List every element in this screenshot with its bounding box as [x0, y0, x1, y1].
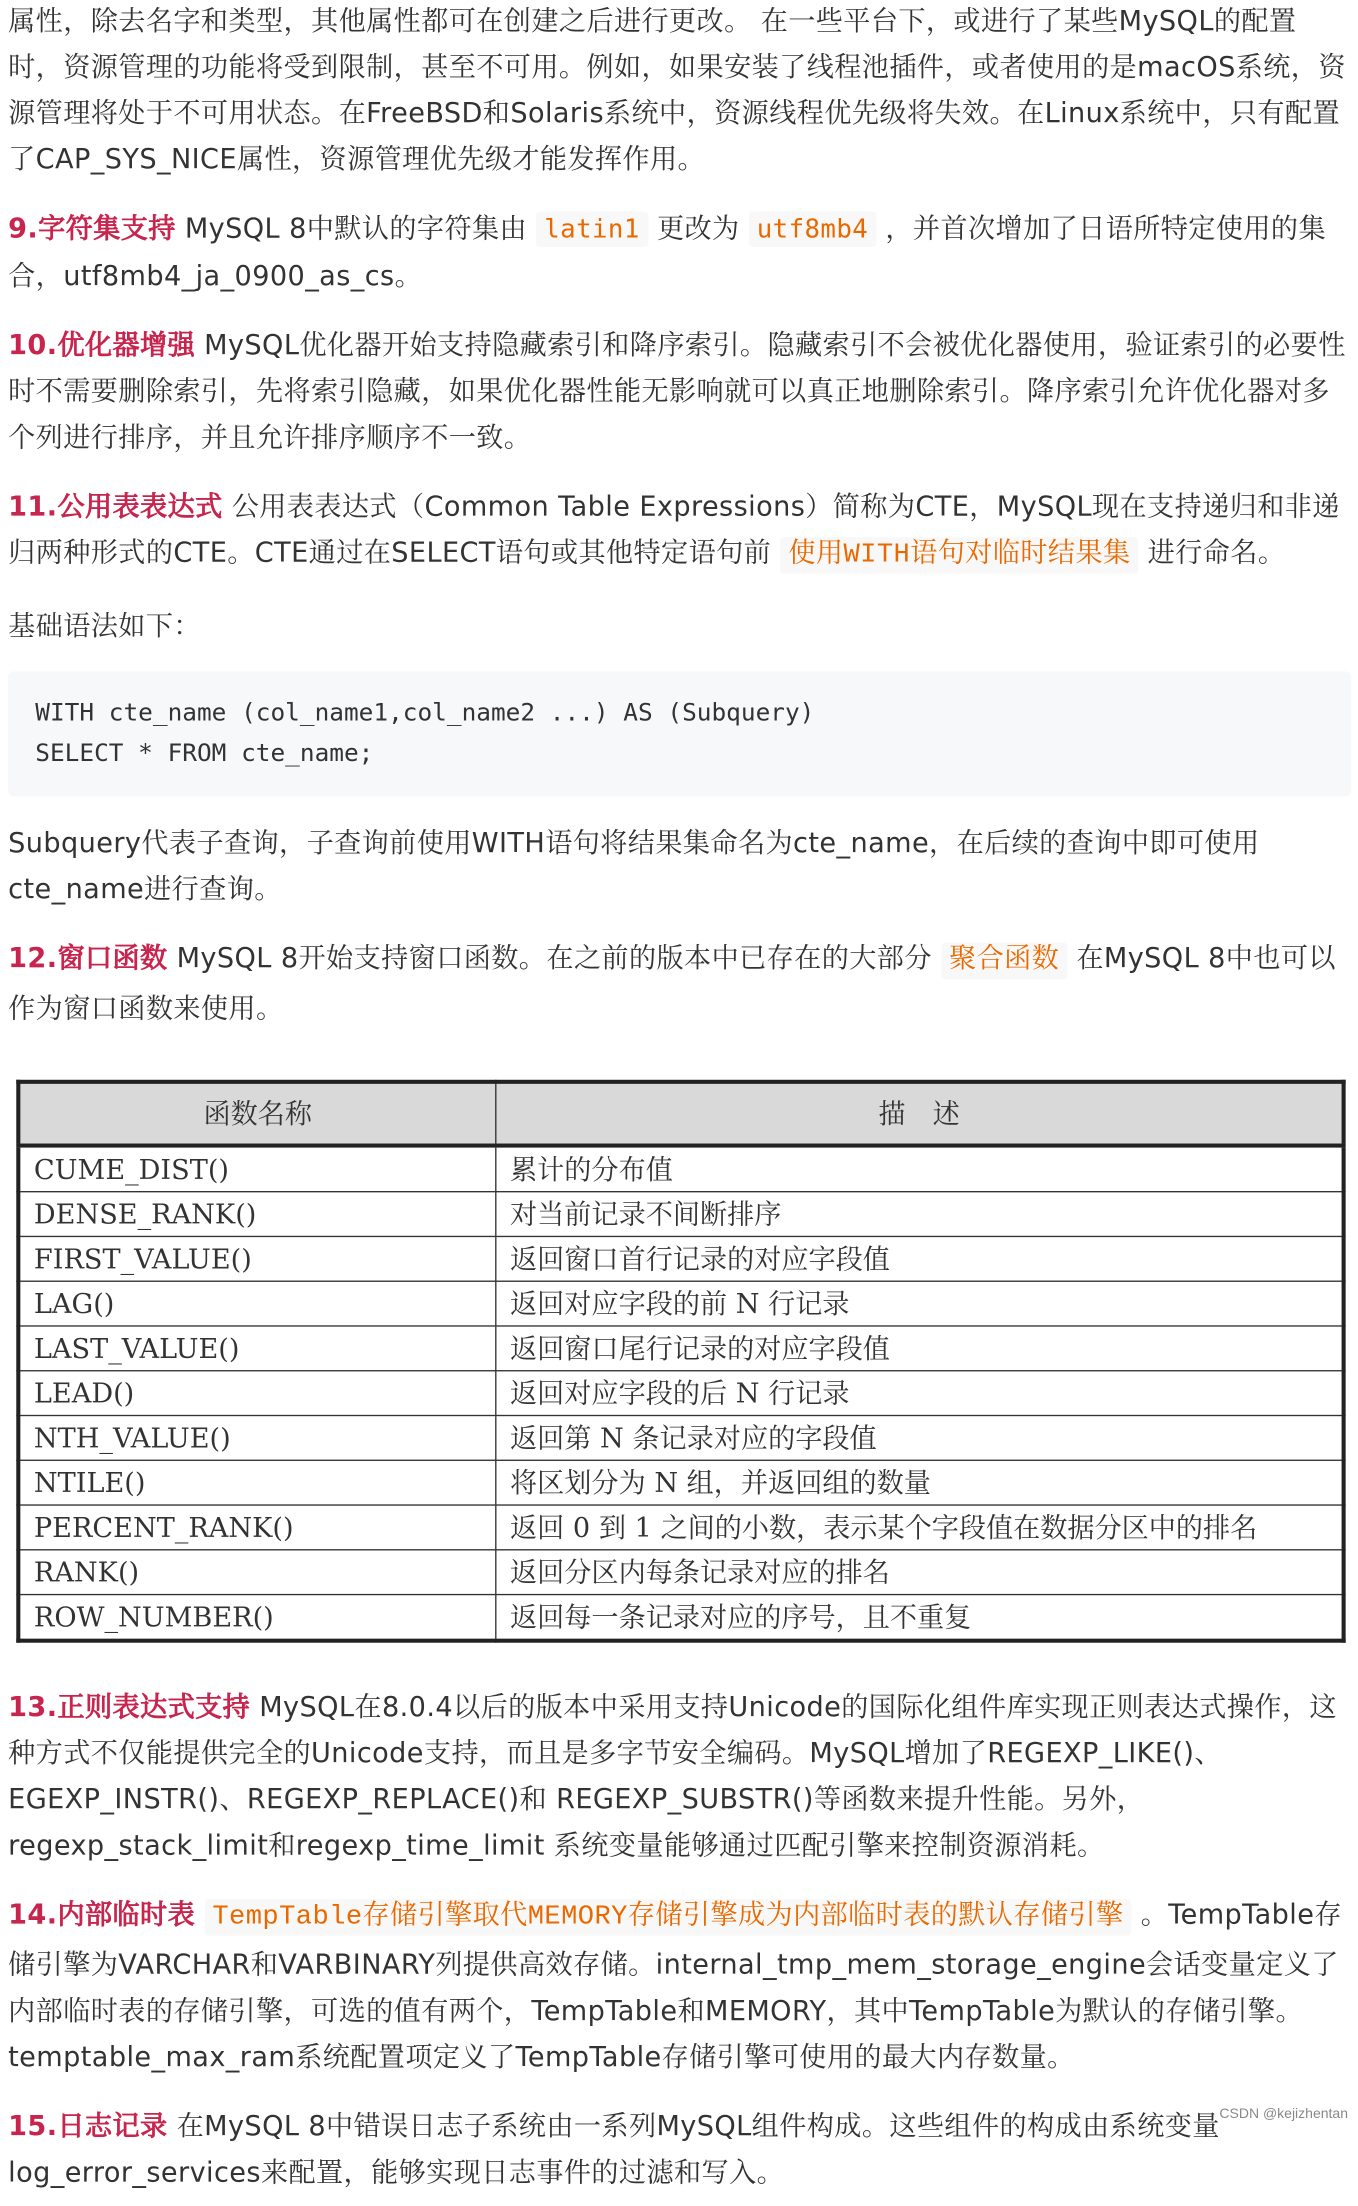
section-11-text-b: 进行命名。 — [1138, 535, 1286, 569]
table-row — [18, 1416, 1343, 1461]
table-row — [18, 1236, 1343, 1281]
function-name-cell: DENSE_RANK() — [18, 1192, 495, 1237]
section-14 — [8, 1891, 1351, 2080]
section-11-number: 11. — [8, 489, 58, 523]
section-15-number: 15. — [8, 2109, 58, 2142]
inline-code-aggregate: 聚合函数 — [941, 943, 1067, 980]
section-12 — [8, 935, 1351, 1031]
section-9-text-b: 更改为 — [647, 211, 749, 245]
table-row — [18, 1371, 1343, 1416]
table-row — [18, 1595, 1343, 1641]
section-10-title: 优化器增强 — [57, 328, 196, 361]
watermark: CSDN @kejizhentan — [1219, 2105, 1348, 2121]
function-desc-cell: 返回 0 到 1 之间的小数，表示某个字段值在数据分区中的排名 — [496, 1505, 1344, 1550]
function-desc-cell: 返回第 N 条记录对应的字段值 — [496, 1416, 1344, 1461]
function-desc-cell: 累计的分布值 — [496, 1146, 1344, 1192]
inline-code-latin1: latin1 — [536, 212, 648, 247]
function-desc-cell: 返回每一条记录对应的序号，且不重复 — [496, 1595, 1344, 1641]
table-header-name: 函数名称 — [18, 1082, 495, 1146]
inline-code-with-clause: 使用WITH语句对临时结果集 — [780, 537, 1138, 574]
section-14-title: 内部临时表 — [57, 1897, 196, 1931]
function-name-cell: LEAD() — [18, 1371, 495, 1416]
inline-code-utf8mb4: utf8mb4 — [749, 212, 877, 247]
function-name-cell: FIRST_VALUE() — [18, 1236, 495, 1281]
function-name-cell: LAST_VALUE() — [18, 1326, 495, 1371]
function-desc-cell: 返回窗口首行记录的对应字段值 — [496, 1236, 1344, 1281]
function-name-cell: RANK() — [18, 1550, 495, 1595]
table-body — [18, 1146, 1343, 1641]
table-header-row — [18, 1082, 1343, 1146]
table-header-desc: 描 述 — [496, 1082, 1344, 1146]
intro-paragraph: 属性，除去名字和类型，其他属性都可在创建之后进行更改。 在一些平台下，或进行了某些MySQL的配置时，资源管理的功能将受到限制，甚至不可用。例如，如果安装了线程池插件，或者使用的是macOS系统，资源管理将处于不可用状态。在FreeBSD和Solaris系统中，资源线程优先级将失效。在Linux系统中，只有配置了CAP_SYS_NICE属性，资源管理优先级才能发挥作用。 — [8, 4, 1346, 175]
table-row — [18, 1281, 1343, 1326]
section-9-text-a: MySQL 8中默认的字符集由 — [175, 211, 537, 245]
table-row — [18, 1326, 1343, 1371]
code-block[interactable]: WITH cte_name (col_name1,col_name2 ...) AS (Subquery) SELECT * FROM cte_name; — [8, 671, 1351, 796]
section-12-text-b: 在MySQL 8中也可以作为窗口函数来使用。 — [8, 941, 1336, 1025]
function-name-cell: ROW_NUMBER() — [18, 1595, 495, 1641]
function-desc-cell: 返回窗口尾行记录的对应字段值 — [496, 1326, 1344, 1371]
section-11-title: 公用表表达式 — [57, 489, 223, 523]
function-name-cell: NTILE() — [18, 1460, 495, 1505]
table-row — [18, 1550, 1343, 1595]
section-14-text: 。TempTable存储引擎为VARCHAR和VARBINARY列提供高效存储。internal_tmp_mem_storage_engine会话变量定义了内部临时表的存储引擎，可选的值有两个，TempTable和MEMORY，其中TempTable为默认的存储引擎。temptable_max_ram系统配置项定义了TempTable存储引擎可使用的最大内存数量。 — [8, 1897, 1342, 2073]
window-functions-table-image — [16, 1080, 1345, 1643]
section-13-text: MySQL在8.0.4以后的版本中采用支持Unicode的国际化组件库实现正则表达式操作，这种方式不仅能提供完全的Unicode支持，而且是多字节安全编码。MySQL增加了REGEXP_LIKE()、EGEXP_INSTR()、REGEXP_REPLACE()和 REGEXP_SUBSTR()等函数来提升性能。另外，regexp_stack_limit和regexp_time_limit 系统变量能够通过匹配引擎来控制资源消耗。 — [8, 1690, 1337, 1862]
function-desc-cell: 返回分区内每条记录对应的排名 — [496, 1550, 1344, 1595]
function-desc-cell: 返回对应字段的前 N 行记录 — [496, 1281, 1344, 1326]
section-13 — [8, 1683, 1351, 1867]
table-row — [18, 1146, 1343, 1192]
section-9-text-c: ，并首次增加了日语所特定使用的集合，utf8mb4_ja_0900_as_cs。 — [8, 211, 1326, 292]
window-functions-table — [16, 1080, 1345, 1643]
table-row — [18, 1460, 1343, 1505]
section-15 — [8, 2103, 1351, 2195]
inline-code-temptable: TempTable存储引擎取代MEMORY存储引擎成为内部临时表的默认存储引擎 — [204, 1899, 1131, 1936]
section-12-number: 12. — [8, 941, 58, 974]
after-code-paragraph: Subquery代表子查询，子查询前使用WITH语句将结果集命名为cte_name，在后续的查询中即可使用cte_name进行查询。 — [8, 826, 1260, 905]
section-12-text-a: MySQL 8开始支持窗口函数。在之前的版本中已存在的大部分 — [167, 941, 941, 974]
function-name-cell: CUME_DIST() — [18, 1146, 495, 1192]
function-name-cell: LAG() — [18, 1281, 495, 1326]
section-10 — [8, 321, 1351, 459]
function-desc-cell: 将区划分为 N 组，并返回组的数量 — [496, 1460, 1344, 1505]
section-9 — [8, 205, 1351, 299]
function-desc-cell: 对当前记录不间断排序 — [496, 1192, 1344, 1237]
syntax-label: 基础语法如下： — [8, 609, 201, 642]
function-desc-cell: 返回对应字段的后 N 行记录 — [496, 1371, 1344, 1416]
table-row — [18, 1505, 1343, 1550]
section-13-title: 正则表达式支持 — [57, 1690, 251, 1723]
section-10-text: MySQL优化器开始支持隐藏索引和降序索引。隐藏索引不会被优化器使用，验证索引的必要性时不需要删除索引，先将索引隐藏，如果优化器性能无影响就可以真正地删除索引。降序索引允许优化器对多个列进行排序，并且允许排序顺序不一致。 — [8, 328, 1346, 454]
function-name-cell: NTH_VALUE() — [18, 1416, 495, 1461]
section-10-number: 10. — [8, 328, 58, 361]
section-13-number: 13. — [8, 1690, 58, 1723]
section-9-number: 9. — [8, 211, 39, 245]
section-9-title: 字符集支持 — [38, 211, 176, 245]
section-12-title: 窗口函数 — [57, 941, 168, 974]
section-11 — [8, 483, 1351, 579]
section-11-text-a: 公用表表达式（Common Table Expressions）简称为CTE，MySQL现在支持递归和非递归两种形式的CTE。CTE通过在SELECT语句或其他特定语句前 — [8, 489, 1340, 569]
table-row — [18, 1192, 1343, 1237]
section-15-title: 日志记录 — [57, 2109, 168, 2142]
function-name-cell: PERCENT_RANK() — [18, 1505, 495, 1550]
section-15-text: 在MySQL 8中错误日志子系统由一系列MySQL组件构成。这些组件的构成由系统变量log_error_services来配置，能够实现日志事件的过滤和写入。 — [8, 2109, 1220, 2189]
section-14-number: 14. — [8, 1897, 58, 1931]
